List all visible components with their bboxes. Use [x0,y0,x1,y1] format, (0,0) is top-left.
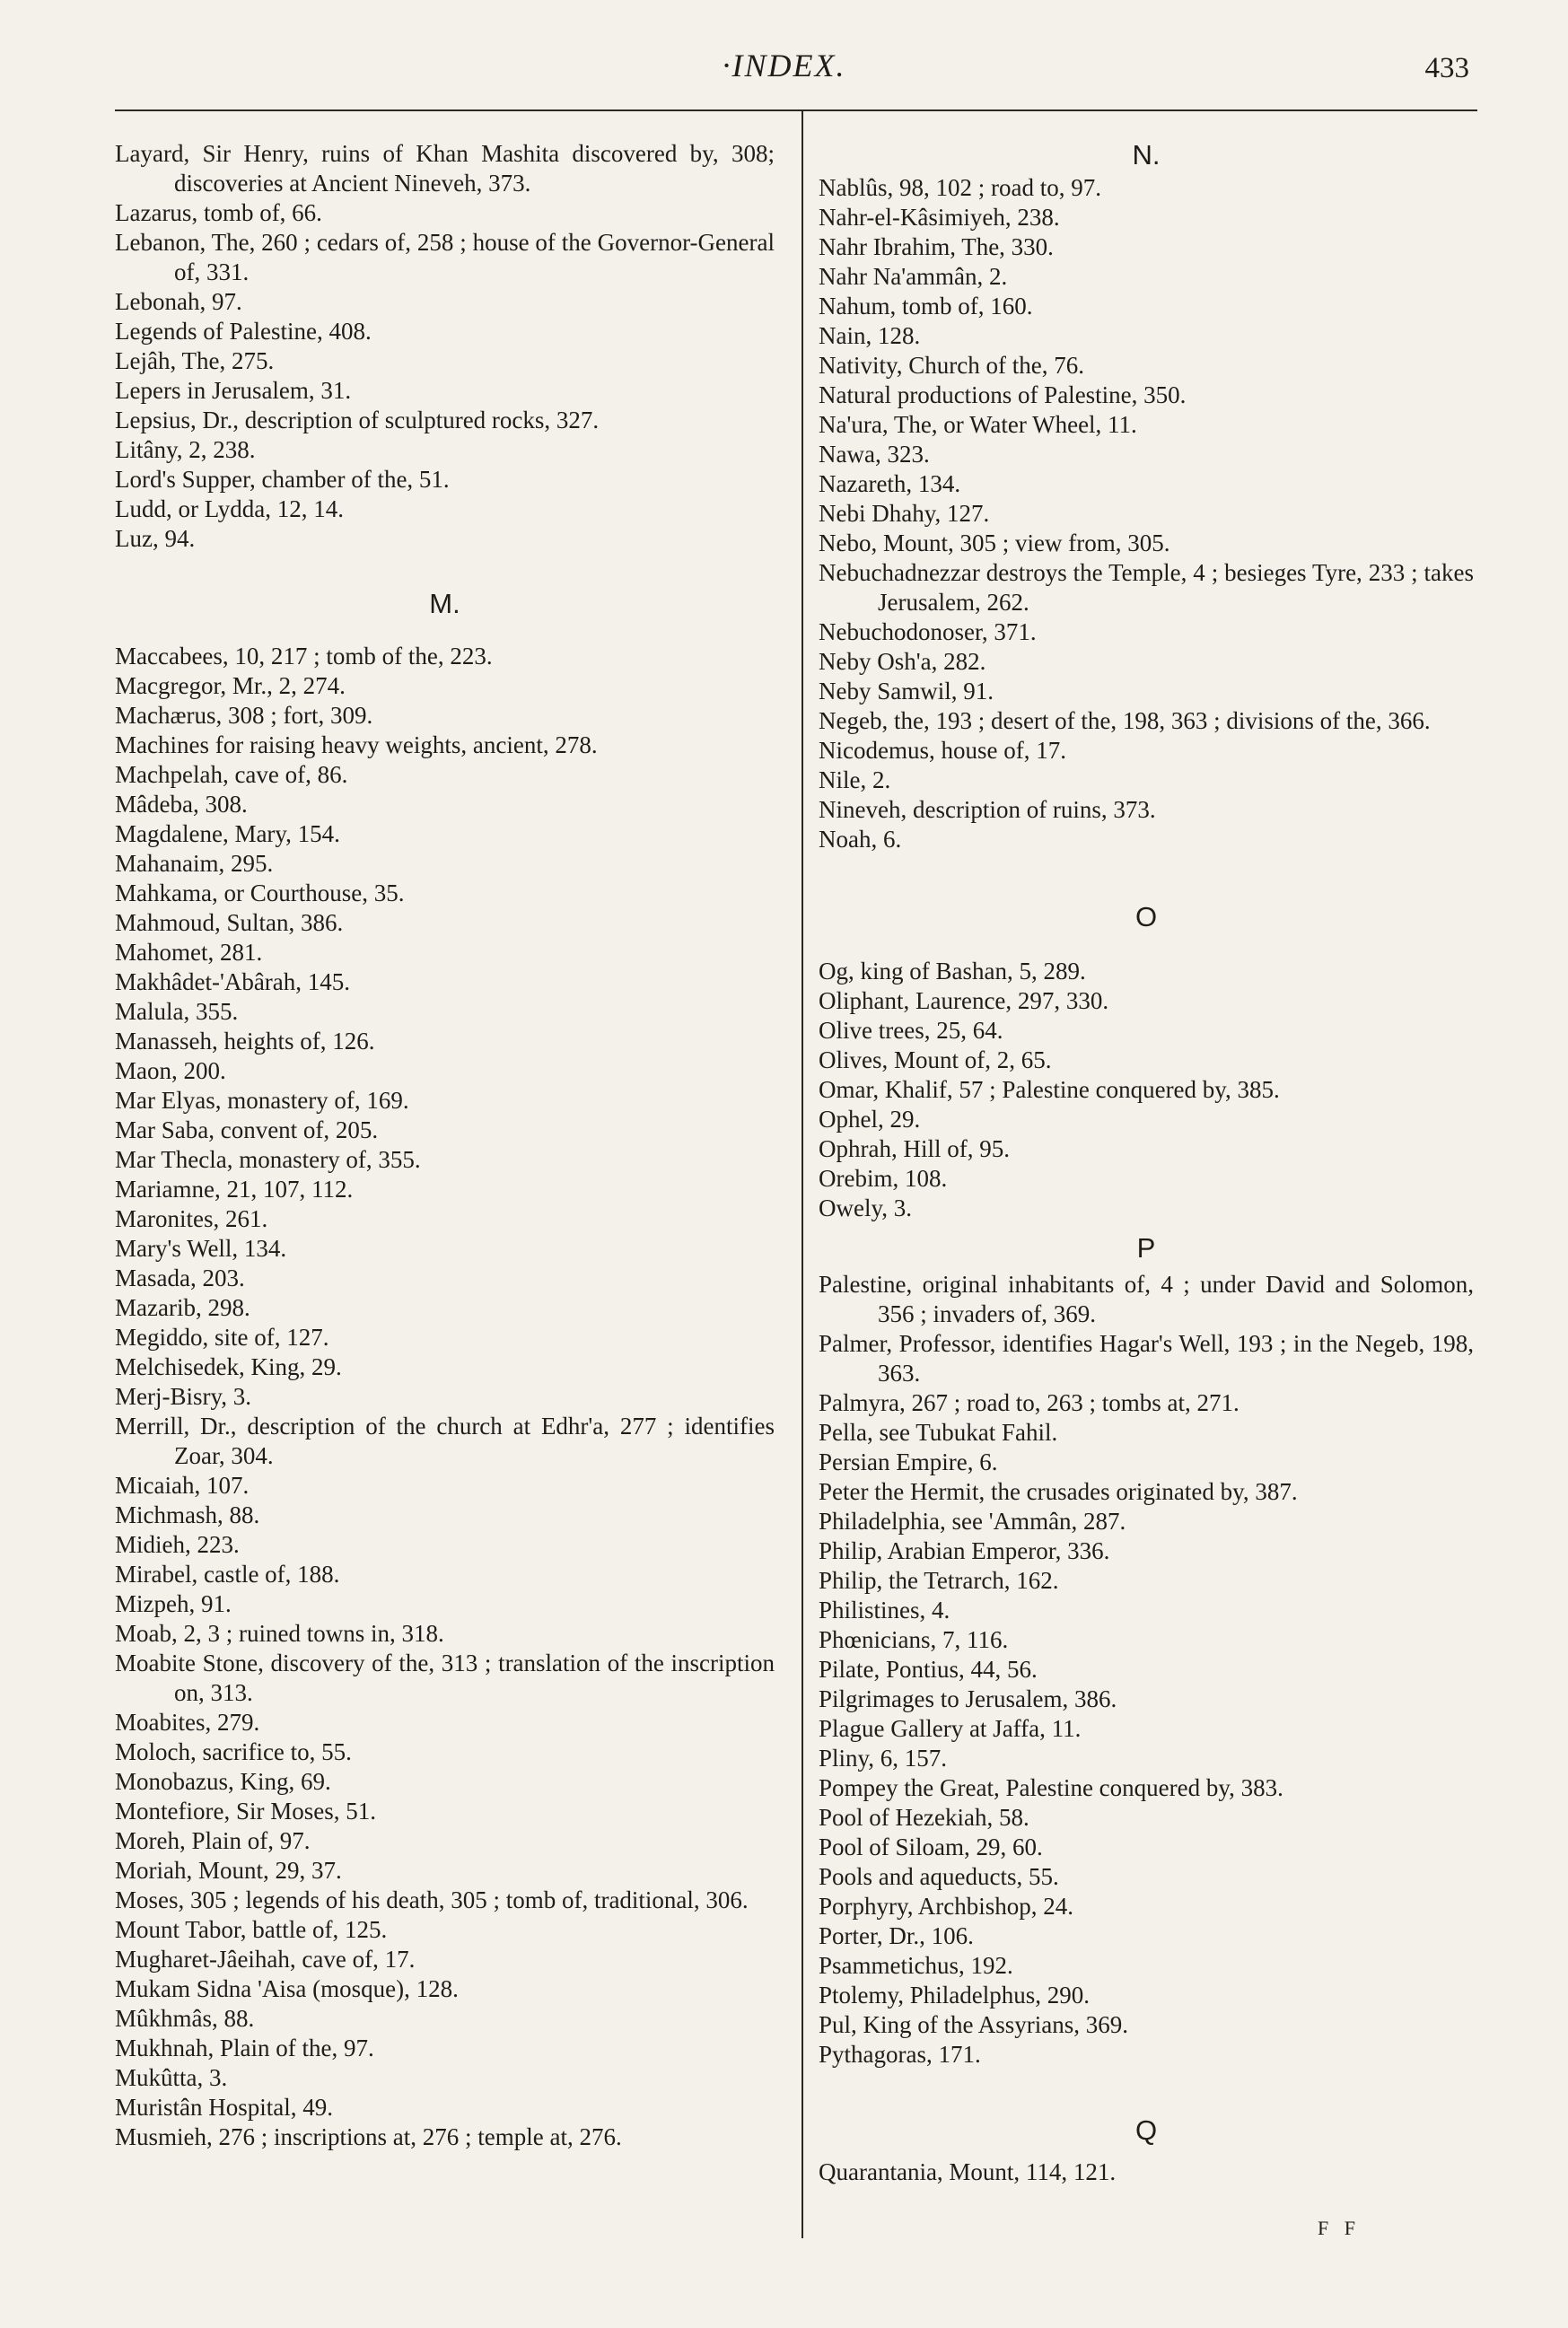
index-entry: Micaiah, 107. [115,1472,250,1499]
index-entry: Nebuchodonoser, 371. [819,618,1037,645]
index-entry: Moses, 305 ; legends of his death, 305 ; tomb of, traditional, 306. [115,1886,749,1913]
running-head [0,47,1568,92]
right-column [819,139,1474,2187]
index-entry: Orebim, 108. [819,1165,948,1192]
index-entry: Ophel, 29. [819,1106,921,1133]
index-entry: Mary's Well, 134. [115,1235,287,1262]
signature-mark: F F [1318,2217,1361,2239]
index-entry: Musmieh, 276 ; inscriptions at, 276 ; temple at, 276. [115,2123,622,2150]
index-entry: Na'ura, The, or Water Wheel, 11. [819,411,1137,438]
section-heading-m: M. [429,588,460,619]
index-entry: Mûkhmâs, 88. [115,2005,255,2032]
o-entries [819,957,1474,1223]
index-entry: Pool of Hezekiah, 58. [819,1804,1029,1831]
index-entry: Magdalene, Mary, 154. [115,820,340,847]
index-entry: Nebo, Mount, 305 ; view from, 305. [819,529,1170,556]
index-entry: Olive trees, 25, 64. [819,1017,1003,1044]
index-entry: Pilate, Pontius, 44, 56. [819,1656,1038,1683]
index-entry: Machærus, 308 ; fort, 309. [115,702,373,729]
index-entry: Nain, 128. [819,322,921,349]
index-entry: Lord's Supper, chamber of the, 51. [115,466,450,493]
index-entry: Owely, 3. [819,1195,912,1221]
index-entry: Nativity, Church of the, 76. [819,352,1084,379]
p-entries [819,1270,1474,2070]
index-entry: Porphyry, Archbishop, 24. [819,1893,1073,1920]
index-entry: Noah, 6. [819,826,902,853]
index-entry: Mukam Sidna 'Aisa (mosque), 128. [115,1975,459,2002]
index-entry: Masada, 203. [115,1265,245,1291]
index-entry: Peter the Hermit, the crusades originated by, 387. [819,1478,1298,1505]
index-entry: Pilgrimages to Jerusalem, 386. [819,1685,1117,1712]
index-entry: Negeb, the, 193 ; desert of the, 198, 363 ; divisions of the, 366. [819,707,1431,734]
index-entry: Mar Saba, convent of, 205. [115,1116,379,1143]
index-entry: Og, king of Bashan, 5, 289. [819,958,1086,985]
index-entry: Mâdeba, 308. [115,791,248,818]
index-entry: Pliny, 6, 157. [819,1745,948,1772]
index-entry: Legends of Palestine, 408. [115,318,372,345]
index-entry: Pul, King of the Assyrians, 369. [819,2011,1129,2038]
index-entry: Mukhnah, Plain of the, 97. [115,2035,374,2061]
index-entry: Makhâdet-'Abârah, 145. [115,968,351,995]
index-entry: Moabite Stone, discovery of the, 313 ; translation of the inscription on, 313. [115,1650,775,1706]
index-entry: Mahmoud, Sultan, 386. [115,909,344,936]
index-entry: Mariamne, 21, 107, 112. [115,1176,354,1203]
column-divider [802,111,803,2238]
index-entry: Nicodemus, house of, 17. [819,737,1066,764]
index-entry: Nile, 2. [819,766,891,793]
index-entry: Mugharet-Jâeihah, cave of, 17. [115,1946,416,1973]
index-entry: Mar Thecla, monastery of, 355. [115,1146,421,1173]
index-entry: Moab, 2, 3 ; ruined towns in, 318. [115,1620,444,1647]
index-entry: Litâny, 2, 238. [115,436,256,463]
running-title: ·INDEX. [722,48,846,83]
index-entry: Ophrah, Hill of, 95. [819,1135,1010,1162]
index-entry: Megiddo, site of, 127. [115,1324,329,1351]
index-entry: Merrill, Dr., description of the church at Edhr'a, 277 ; identifies Zoar, 304. [115,1413,775,1469]
index-entry: Plague Gallery at Jaffa, 11. [819,1715,1082,1742]
index-entry: Moreh, Plain of, 97. [115,1827,311,1854]
index-entry: Michmash, 88. [115,1501,260,1528]
index-entry: Oliphant, Laurence, 297, 330. [819,987,1109,1014]
index-entry: Pompey the Great, Palestine conquered by, 383. [819,1774,1283,1801]
index-entry: Moloch, sacrifice to, 55. [115,1738,352,1765]
index-entry: Nineveh, description of ruins, 373. [819,796,1156,823]
index-entry: Persian Empire, 6. [819,1448,998,1475]
section-heading-q: Q [1134,2114,1158,2146]
n-entries [819,173,1474,854]
left-column [115,139,775,2152]
index-entry: Nazareth, 134. [819,470,961,497]
index-entry: Omar, Khalif, 57 ; Palestine conquered by, 385. [819,1076,1280,1103]
section-heading-o: O [1134,901,1158,932]
index-entry: Philip, Arabian Emperor, 336. [819,1537,1110,1564]
index-entry: Macgregor, Mr., 2, 274. [115,672,346,699]
index-entry: Pella, see Tubukat Fahil. [819,1419,1058,1446]
index-entry: Palmyra, 267 ; road to, 263 ; tombs at, 271. [819,1389,1240,1416]
index-entry: Nebuchadnezzar destroys the Temple, 4 ; besieges Tyre, 233 ; takes Jerusalem, 262. [819,559,1474,616]
index-entry: Mazarib, 298. [115,1294,250,1321]
index-entry: Mount Tabor, battle of, 125. [115,1916,388,1943]
index-entry: Olives, Mount of, 2, 65. [819,1046,1052,1073]
index-entry: Maccabees, 10, 217 ; tomb of the, 223. [115,643,493,670]
index-entry: Ludd, or Lydda, 12, 14. [115,495,344,522]
index-entry: Lepers in Jerusalem, 31. [115,377,352,404]
index-entry: Porter, Dr., 106. [819,1922,974,1949]
index-entry: Lebanon, The, 260 ; cedars of, 258 ; house of the Governor-General of, 331. [115,229,775,285]
index-entry: Palestine, original inhabitants of, 4 ; under David and Solomon, 356 ; invaders of, 369. [819,1271,1474,1327]
index-entry: Philadelphia, see 'Ammân, 287. [819,1508,1126,1535]
index-entry: Melchisedek, King, 29. [115,1353,342,1380]
index-entry: Merj-Bisry, 3. [115,1383,251,1410]
index-entry: Nahr Ibrahim, The, 330. [819,233,1054,260]
index-entry: Mizpeh, 91. [115,1590,232,1617]
index-entry: Manasseh, heights of, 126. [115,1028,375,1055]
index-entry: Philistines, 4. [819,1597,950,1623]
index-entry: Nawa, 323. [819,441,930,468]
header-rule [115,109,1477,111]
l-entries [115,139,775,554]
index-entry: Midieh, 223. [115,1531,240,1558]
index-entry: Mirabel, castle of, 188. [115,1561,340,1588]
index-entry: Lepsius, Dr., description of sculptured rocks, 327. [115,407,600,433]
index-entry: Monobazus, King, 69. [115,1768,331,1795]
index-entry: Pool of Siloam, 29, 60. [819,1834,1043,1860]
index-entry: Palmer, Professor, identifies Hagar's Well, 193 ; in the Negeb, 198, 363. [819,1330,1474,1387]
index-entry: Nebi Dhahy, 127. [819,500,990,527]
section-heading-n: N. [1132,139,1161,171]
index-entry: Natural productions of Palestine, 350. [819,381,1187,408]
index-entry: Mahkama, or Courthouse, 35. [115,880,405,906]
section-heading-p: P [1136,1232,1156,1264]
index-entry: Phœnicians, 7, 116. [819,1626,1009,1653]
index-entry: Lejâh, The, 275. [115,347,275,374]
index-entry: Mahanaim, 295. [115,850,274,877]
index-entry: Luz, 94. [115,525,196,552]
index-entry: Layard, Sir Henry, ruins of Khan Mashita discovered by, 308; discoveries at Ancient Nineveh, 373. [115,140,775,197]
index-entry: Moriah, Mount, 29, 37. [115,1857,342,1884]
index-entry: Neby Samwil, 91. [819,678,994,705]
index-entry: Nablûs, 98, 102 ; road to, 97. [819,174,1101,201]
index-entry: Nahr Na'ammân, 2. [819,263,1008,290]
index-entry: Montefiore, Sir Moses, 51. [115,1798,376,1825]
index-entry: Lebonah, 97. [115,288,242,315]
index-entry: Maronites, 261. [115,1205,268,1232]
index-entry: Muristân Hospital, 49. [115,2094,333,2121]
index-entry: Mukûtta, 3. [115,2064,228,2091]
index-entry: Pools and aqueducts, 55. [819,1863,1059,1890]
index-entry: Mahomet, 281. [115,939,263,966]
m-entries [115,642,775,2152]
index-entry: Malula, 355. [115,998,239,1025]
index-entry: Machines for raising heavy weights, ancient, 278. [115,731,598,758]
index-entry: Maon, 200. [115,1057,226,1084]
index-entry: Moabites, 279. [115,1709,260,1736]
q-entries [819,2157,1474,2187]
index-entry: Philip, the Tetrarch, 162. [819,1567,1059,1594]
index-entry: Machpelah, cave of, 86. [115,761,348,788]
index-entry: Quarantania, Mount, 114, 121. [819,2158,1117,2185]
index-entry: Nahr-el-Kâsimiyeh, 238. [819,204,1060,231]
index-entry: Psammetichus, 192. [819,1952,1013,1979]
index-entry: Neby Osh'a, 282. [819,648,986,675]
page-number: 433 [1424,52,1469,84]
index-entry: Nahum, tomb of, 160. [819,293,1033,319]
index-entry: Ptolemy, Philadelphus, 290. [819,1982,1090,2009]
index-entry: Pythagoras, 171. [819,2041,981,2068]
index-entry: Lazarus, tomb of, 66. [115,199,322,226]
index-entry: Mar Elyas, monastery of, 169. [115,1087,409,1114]
